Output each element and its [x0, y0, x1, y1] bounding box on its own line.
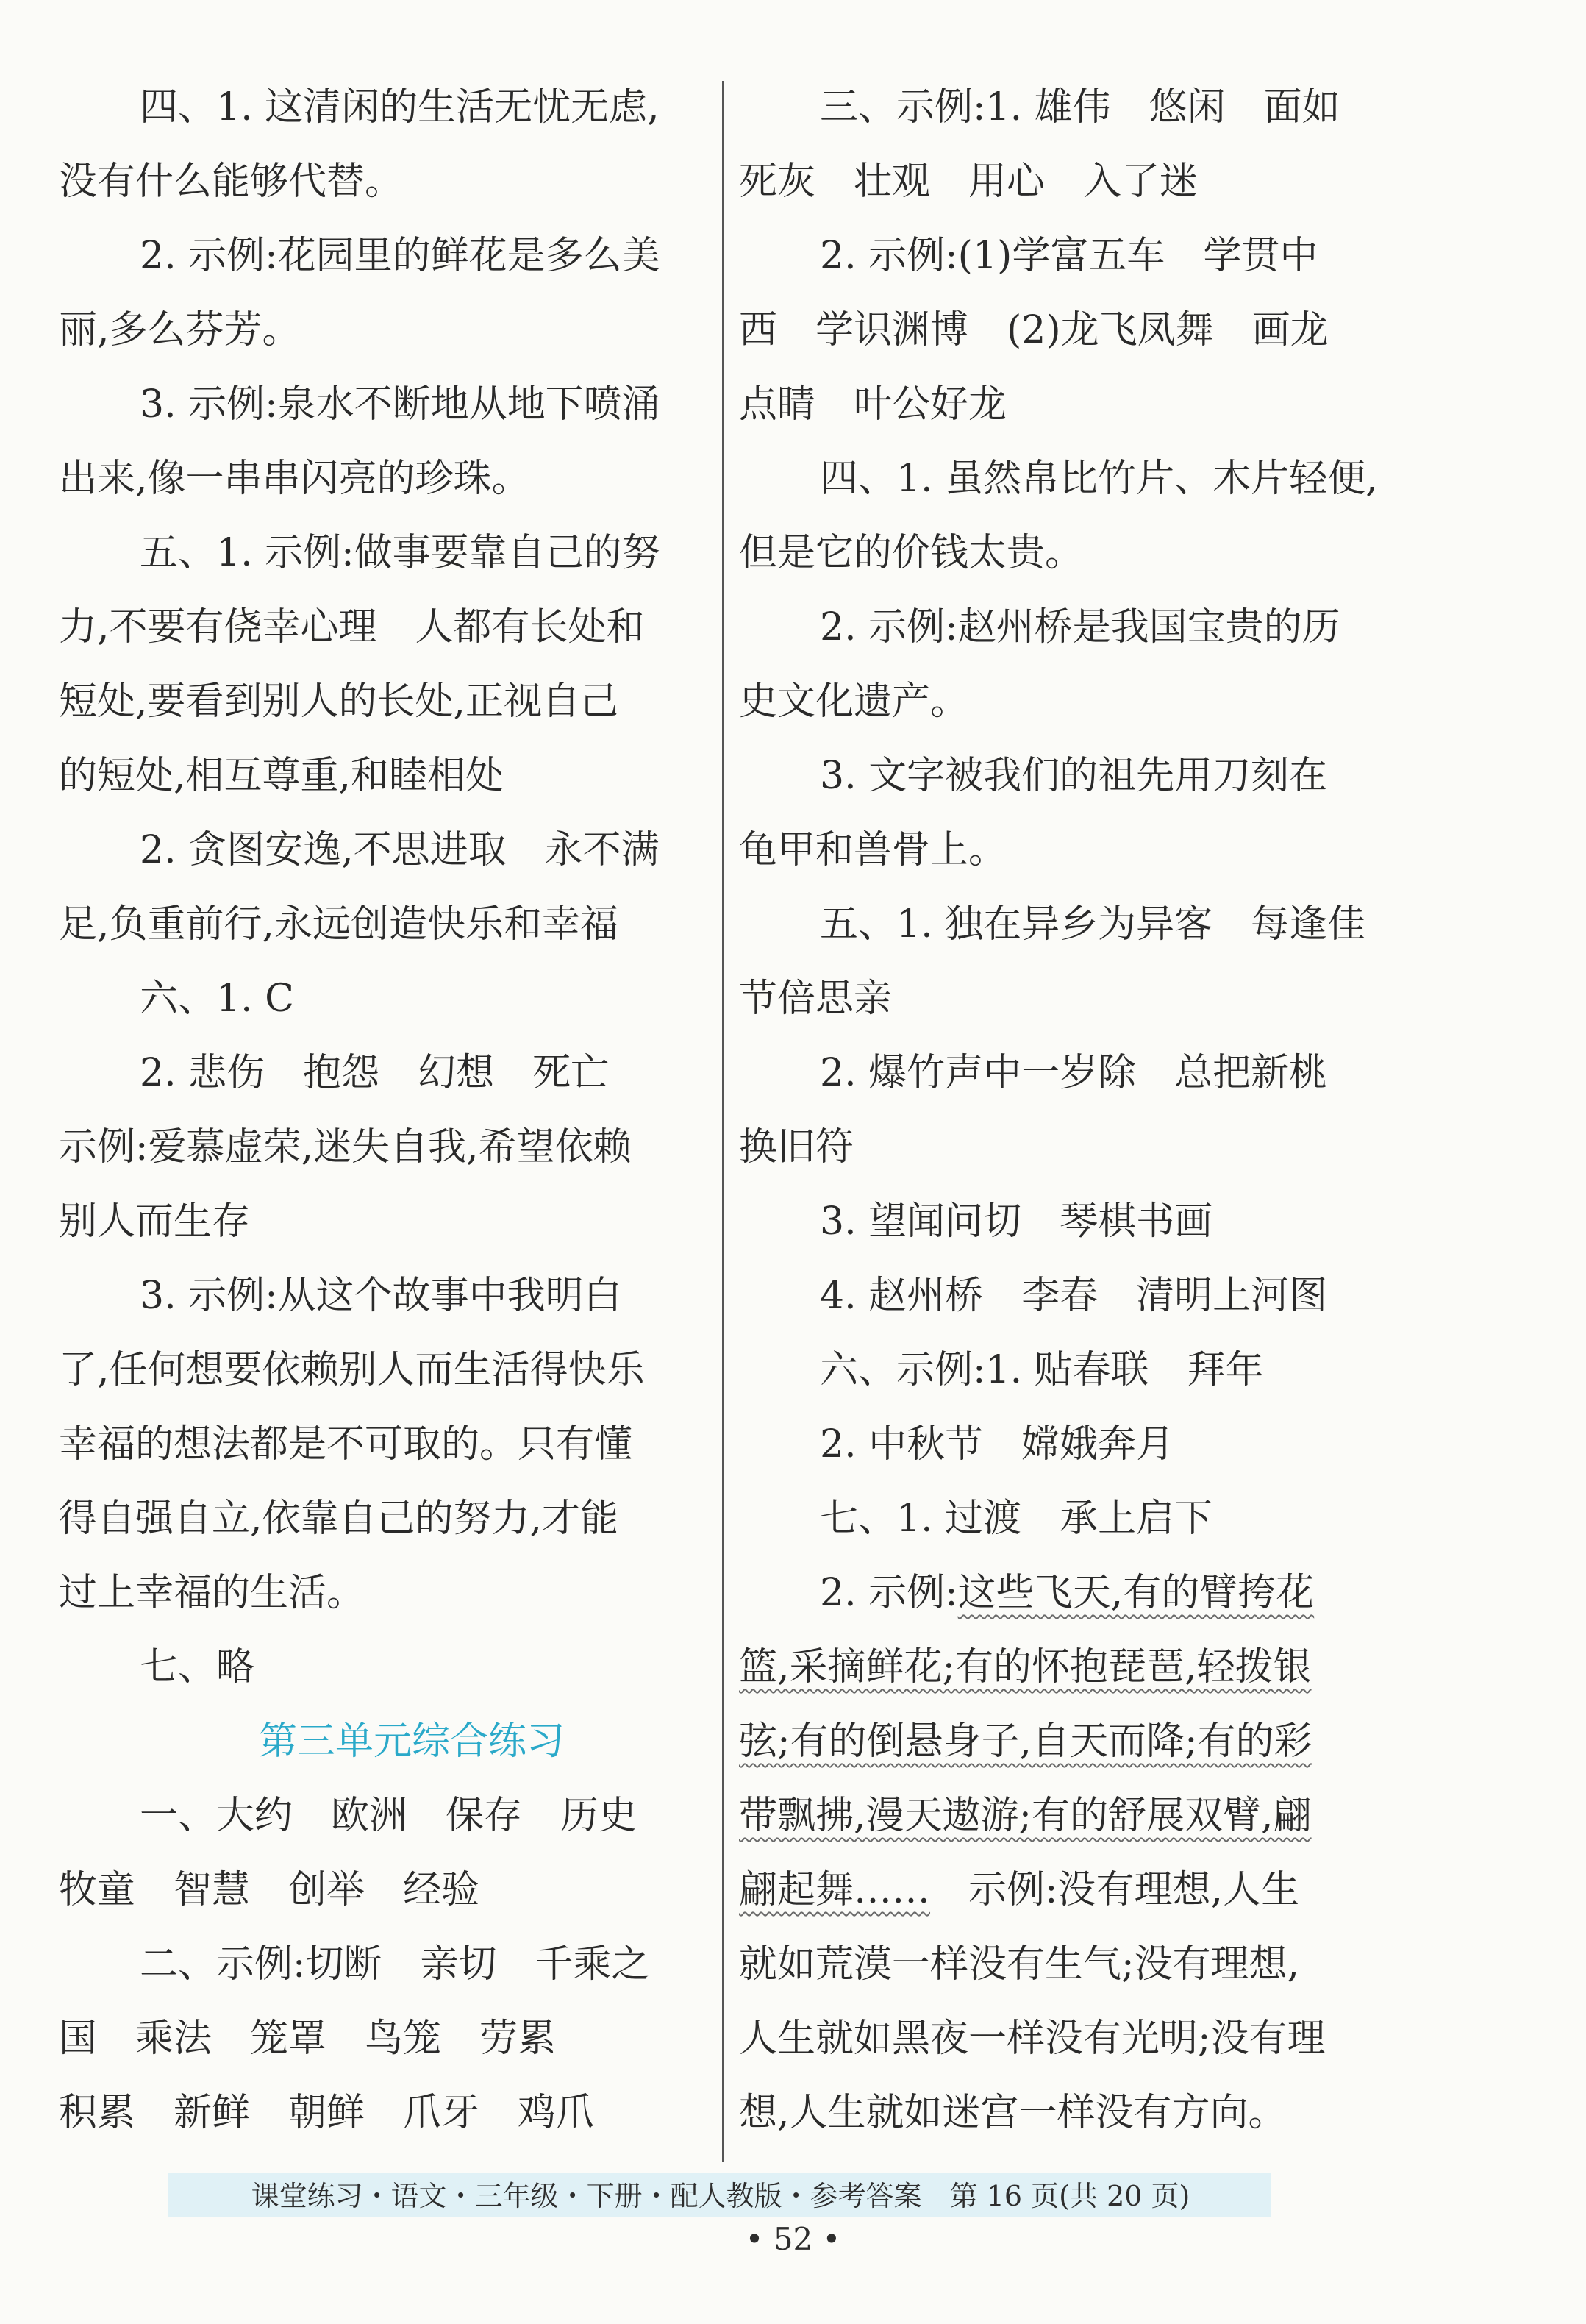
answer-line: 2. 示例:花园里的鲜花是多么美 [140, 234, 660, 278]
answer-line: 但是它的价钱太贵。 [739, 531, 1084, 575]
wavy-underlined-text: 带飘拂,漫天遨游;有的舒展双臂,翩 [739, 1794, 1312, 1838]
right-answer-lines [739, 71, 1386, 1556]
page-number: • 52 • [745, 2221, 841, 2257]
answer-line: 幸福的想法都是不可取的。只有懂 [59, 1422, 633, 1466]
answer-line: 2. 示例:(1)学富五车 学贯中 [820, 234, 1318, 278]
left-column [59, 71, 706, 2150]
section-title: 第三单元综合练习 [258, 1719, 565, 1764]
answer-line: 五、1. 示例:做事要靠自己的努 [140, 531, 660, 575]
answer-line: 过上幸福的生活。 [59, 1571, 365, 1615]
answer-line: 4. 赵州桥 李春 清明上河图 [820, 1274, 1328, 1318]
answer-line: 六、1. C [140, 977, 294, 1021]
wavy-underlined-text: 这些飞天,有的臂挎花 [957, 1571, 1315, 1615]
answer-line: 史文化遗产。 [739, 680, 969, 724]
answer-line: 四、1. 虽然帛比竹片、木片轻便, [820, 457, 1378, 501]
answer-text: 示例:没有理想,人生 [930, 1868, 1300, 1912]
answer-line: 点睛 叶公好龙 [739, 382, 1007, 427]
answer-line: 示例:爱慕虚荣,迷失自我,希望依赖 [59, 1125, 632, 1169]
answer-line: 的短处,相互尊重,和睦相处 [59, 754, 504, 798]
answer-line: 就如荒漠一样没有生气;没有理想, [739, 1942, 1300, 1986]
answer-line: 力,不要有侥幸心理 人都有长处和 [59, 605, 645, 649]
answer-line [739, 1556, 1386, 1630]
answer-line: 2. 贪图安逸,不思进取 永不满 [140, 828, 660, 872]
answer-prefix: 2. 示例: [820, 1571, 958, 1615]
answer-line: 3. 示例:泉水不断地从地下喷涌 [140, 382, 660, 427]
wavy-answer-block [739, 1556, 1386, 1928]
answer-line: 国 乘法 笼罩 鸟笼 劳累 [59, 2017, 557, 2061]
column-divider [722, 81, 724, 2162]
answer-line: 五、1. 独在异乡为异客 每逢佳 [820, 902, 1366, 947]
answer-line: 牧童 智慧 创举 经验 [59, 1868, 480, 1912]
answer-line: 想,人生就如迷宫一样没有方向。 [739, 2091, 1287, 2135]
answer-line: 2. 中秋节 嫦娥奔月 [820, 1422, 1175, 1466]
answer-line: 2. 示例:赵州桥是我国宝贵的历 [820, 605, 1340, 649]
answer-line: 别人而生存 [59, 1200, 251, 1244]
answer-line: 出来,像一串串闪亮的珍珠。 [59, 457, 530, 501]
answer-line: 节倍思亲 [739, 977, 893, 1021]
answer-line: 三、示例:1. 雄伟 悠闲 面如 [820, 85, 1340, 129]
answer-line: 七、1. 过渡 承上启下 [820, 1497, 1213, 1541]
wavy-underlined-text: 篮,采摘鲜花;有的怀抱琵琶,轻拨银 [739, 1645, 1312, 1689]
answer-line: 3. 文字被我们的祖先用刀刻在 [820, 754, 1328, 798]
answer-line: 短处,要看到别人的长处,正视自己 [59, 680, 619, 724]
right-answer-lines-end [739, 1928, 1386, 2150]
answer-line: 死灰 壮观 用心 入了迷 [739, 160, 1199, 204]
left-answer-lines-after [59, 1779, 706, 2150]
answer-line: 一、大约 欧洲 保存 历史 [140, 1794, 637, 1838]
answer-line: 龟甲和兽骨上。 [739, 828, 1007, 872]
answer-line: 3. 示例:从这个故事中我明白 [140, 1274, 622, 1318]
answer-line: 足,负重前行,永远创造快乐和幸福 [59, 902, 619, 947]
answer-line [739, 1630, 1386, 1705]
answer-line: 了,任何想要依赖别人而生活得快乐 [59, 1348, 645, 1392]
answer-line: 人生就如黑夜一样没有光明;没有理 [739, 2017, 1326, 2061]
answer-line: 西 学识渊博 (2)龙飞凤舞 画龙 [739, 308, 1329, 352]
answer-line: 四、1. 这清闲的生活无忧无虑, [140, 85, 660, 129]
answer-line: 2. 悲伤 抱怨 幻想 死亡 [140, 1051, 610, 1095]
answer-line: 积累 新鲜 朝鲜 爪牙 鸡爪 [59, 2091, 595, 2135]
footer-caption: 课堂练习・语文・三年级・下册・配人教版・参考答案 第 16 页(共 20 页) [251, 2180, 1190, 2212]
answer-line [739, 1853, 1386, 1928]
answer-line [739, 1705, 1386, 1779]
wavy-underlined-text: 弦;有的倒悬身子,自天而降;有的彩 [739, 1719, 1312, 1764]
right-column [739, 71, 1386, 2150]
answer-line: 得自强自立,依靠自己的努力,才能 [59, 1497, 619, 1541]
wavy-underlined-text: 翩起舞…… [739, 1868, 931, 1912]
answer-line: 2. 爆竹声中一岁除 总把新桃 [820, 1051, 1328, 1095]
answer-line [739, 1779, 1386, 1853]
answer-line: 六、示例:1. 贴春联 拜年 [820, 1348, 1264, 1392]
answer-line: 七、略 [140, 1645, 255, 1689]
answer-line: 二、示例:切断 亲切 千乘之 [140, 1942, 650, 1986]
answer-line: 3. 望闻问切 琴棋书画 [820, 1200, 1213, 1244]
left-answer-lines [59, 71, 706, 1705]
answer-line: 换旧符 [739, 1125, 854, 1169]
answer-line: 没有什么能够代替。 [59, 160, 404, 204]
answer-line: 丽,多么芬芳。 [59, 308, 301, 352]
